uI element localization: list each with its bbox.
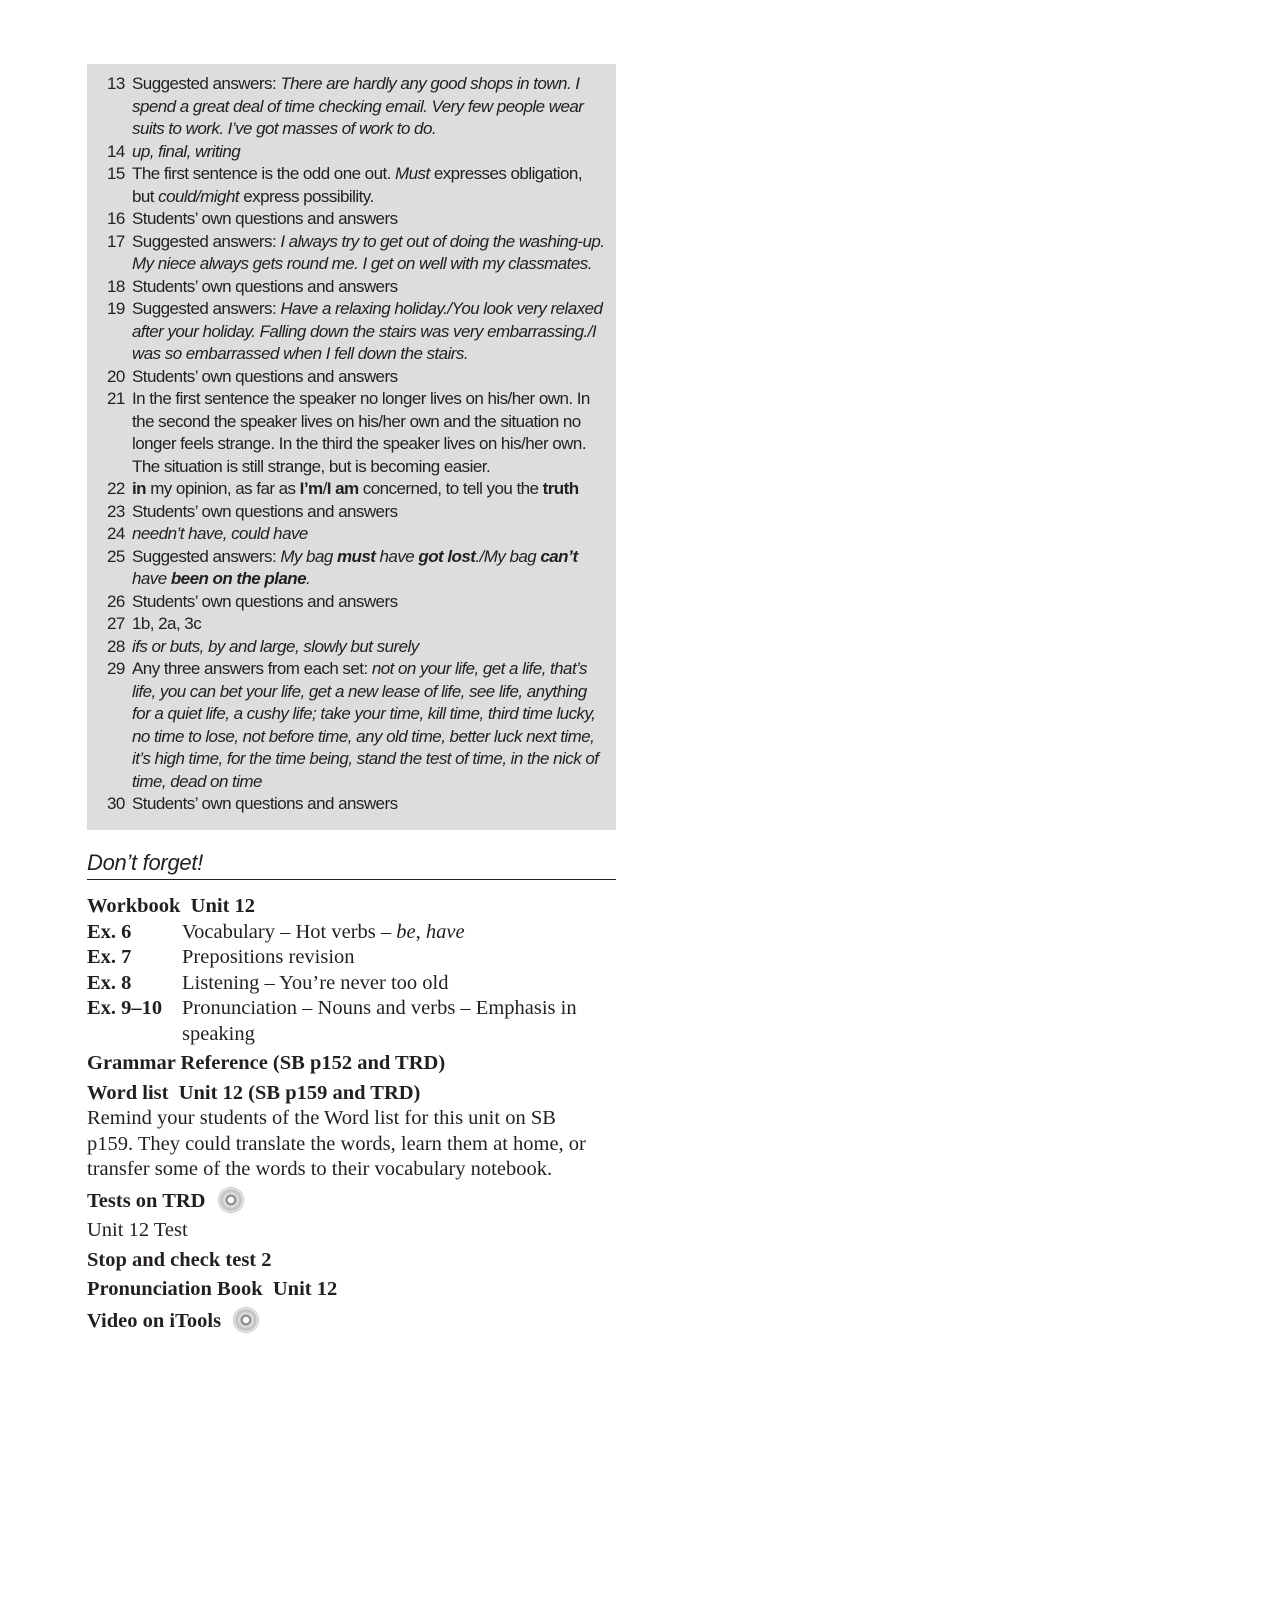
answer-number: 30 [107, 794, 125, 813]
answer-item [107, 793, 606, 816]
cd-disc-icon [218, 1187, 244, 1213]
answer-item [107, 523, 606, 546]
answer-item [107, 73, 606, 141]
answer-text: Students’ own questions and answers [132, 501, 398, 521]
exercise-desc: Listening – You’re never too old [182, 971, 449, 994]
answer-list [107, 73, 606, 816]
exercise-key: Ex. 9–10 [87, 997, 163, 1019]
exercise-row [87, 920, 627, 946]
stop-check-test: Stop and check test 2 [87, 1248, 272, 1271]
answer-item [107, 636, 606, 659]
grammar-reference: Grammar Reference (SB p152 and TRD) [87, 1052, 446, 1074]
answer-text: In the first sentence the speaker no longer lives on his/her own. In the second the speaker lives on his/her own and the situation no longer feels strange. In the third the speaker lives on his/her own. The situation is still strange, but is becoming easier. [132, 389, 590, 476]
answer-number: 24 [107, 524, 125, 543]
answer-item [107, 501, 606, 524]
answer-number: 27 [107, 614, 125, 633]
pronunciation-book: Pronunciation Book Unit 12 [87, 1278, 338, 1300]
exercise-key: Ex. 8 [87, 971, 132, 994]
answer-item [107, 298, 606, 366]
exercise-key: Ex. 7 [87, 946, 132, 968]
exercise-list [87, 920, 627, 1048]
answer-text: Students’ own questions and answers [132, 591, 398, 611]
exercise-row [87, 996, 627, 1047]
answer-item [107, 478, 606, 501]
answer-item [107, 163, 606, 208]
answer-text: up, final, writing [132, 141, 241, 161]
answer-number: 21 [107, 389, 125, 408]
answer-text: Suggested answers: There are hardly any good shops in town. I spend a great deal of time checking email. Very few people wear suits to work. I’ve got masses of work to do. [132, 74, 584, 138]
answer-text: ifs or buts, by and large, slowly but surely [132, 636, 419, 656]
word-list-heading: Word list Unit 12 (SB p159 and TRD) [87, 1081, 421, 1104]
answer-text: The first sentence is the odd one out. Must expresses obligation, but could/might express possibility. [132, 164, 582, 206]
answer-number: 25 [107, 546, 125, 566]
answer-number: 29 [107, 659, 125, 678]
answer-number: 16 [107, 209, 125, 228]
cd-disc-icon [233, 1307, 259, 1333]
answer-number: 22 [107, 479, 125, 498]
answer-text: Students’ own questions and answers [132, 209, 398, 228]
answer-number: 20 [107, 366, 125, 386]
exercise-desc: Prepositions revision [182, 946, 355, 968]
dont-forget-heading: Don’t forget! [87, 850, 616, 880]
answer-text: Students’ own questions and answers [132, 794, 398, 813]
dont-forget-section [87, 894, 627, 1334]
answer-text: Any three answers from each set: not on your life, get a life, that’s life, you can bet your life, get a new lease of life, see life, anything for a quiet life, a cushy life; take your time, kill time, third time lucky, no time to lose, not before time, any old time, better luck next time, it’s high time, for the time being, stand the test of time, in the nick of time, dead on time [132, 659, 599, 791]
answer-item [107, 388, 606, 478]
answer-number: 23 [107, 501, 125, 521]
answer-text: in my opinion, as far as I’m/I am concerned, to tell you the truth [132, 479, 579, 498]
video-label: Video on iTools [87, 1309, 222, 1332]
answer-text: Suggested answers: Have a relaxing holiday./You look very relaxed after your holiday. Falling down the stairs was very embarrassing./I was so embarrassed when I fell down the stairs. [132, 299, 603, 363]
unit-test: Unit 12 Test [87, 1219, 188, 1241]
answer-number: 26 [107, 591, 125, 611]
answer-item [107, 613, 606, 636]
exercise-row [87, 971, 627, 997]
answer-item [107, 658, 606, 793]
answer-text: Students’ own questions and answers [132, 276, 398, 296]
answer-number: 28 [107, 636, 125, 656]
tests-heading [87, 1187, 627, 1215]
answer-number: 14 [107, 141, 125, 161]
answer-item [107, 276, 606, 299]
answer-text: Students’ own questions and answers [132, 366, 398, 386]
tests-label: Tests on TRD [87, 1189, 206, 1212]
answer-item [107, 366, 606, 389]
exercise-row [87, 945, 627, 971]
answer-text: needn’t have, could have [132, 524, 308, 543]
answer-number: 15 [107, 164, 125, 183]
answer-number: 13 [107, 74, 125, 93]
exercise-desc: Pronunciation – Nouns and verbs – Emphasis in speaking [182, 997, 577, 1045]
answer-text: 1b, 2a, 3c [132, 614, 202, 633]
answer-text: Suggested answers: My bag must have got lost./My bag can’t have been on the plane. [132, 546, 578, 588]
exercise-desc: Vocabulary – Hot verbs – be, have [182, 920, 465, 943]
exercise-key: Ex. 6 [87, 920, 132, 943]
answer-item [107, 591, 606, 614]
answer-item [107, 208, 606, 231]
answer-item [107, 546, 606, 591]
answer-number: 18 [107, 276, 125, 296]
answer-text: Suggested answers: I always try to get out of doing the washing-up. My niece always gets round me. I get on well with my classmates. [132, 231, 605, 273]
answer-key-box [87, 64, 616, 830]
answer-number: 19 [107, 299, 125, 318]
remind-paragraph: Remind your students of the Word list for this unit on SB p159. They could translate the words, learn them at home, or transfer some of the words to their vocabulary notebook. [87, 1107, 586, 1180]
workbook-heading: Workbook Unit 12 [87, 895, 256, 917]
answer-item [107, 141, 606, 164]
answer-number: 17 [107, 231, 125, 251]
answer-item [107, 231, 606, 276]
video-heading [87, 1307, 627, 1335]
